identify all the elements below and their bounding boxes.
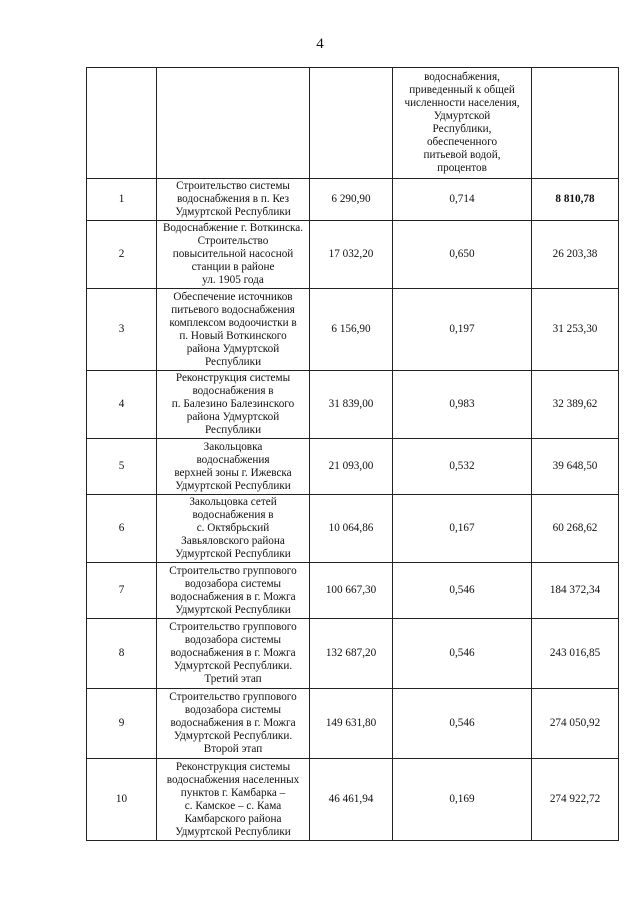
population-share: 0,714 [393, 179, 532, 221]
project-name: Водоснабжение г. Воткинска. Строительство повысительной насосной станции в районе ул. 1905 года [157, 221, 310, 289]
table-row [87, 689, 619, 759]
population-share: 0,167 [393, 495, 532, 563]
project-cost: 17 032,20 [310, 221, 393, 289]
cumulative-total: 26 203,38 [532, 221, 619, 289]
row-number: 5 [87, 439, 157, 495]
cumulative-total: 60 268,62 [532, 495, 619, 563]
population-share: 0,532 [393, 439, 532, 495]
project-name: Закольцовка сетей водоснабжения в с. Октябрьский Завьяловского района Удмуртской Республики [157, 495, 310, 563]
cumulative-total: 31 253,30 [532, 289, 619, 371]
row-number: 3 [87, 289, 157, 371]
table-row [87, 619, 619, 689]
project-cost: 10 064,86 [310, 495, 393, 563]
page-number: 4 [316, 36, 324, 52]
population-share: 0,546 [393, 689, 532, 759]
row-number: 6 [87, 495, 157, 563]
project-name: Строительство группового водозабора системы водоснабжения в г. Можга Удмуртской Республики. Третий этап [157, 619, 310, 689]
project-name: Реконструкция системы водоснабжения населенных пунктов г. Камбарка – с. Камское – с. Кама Камбарского района Удмуртской Республики [157, 759, 310, 841]
row-number: 7 [87, 563, 157, 619]
project-cost: 31 839,00 [310, 371, 393, 439]
project-name: Обеспечение источников питьевого водоснабжения комплексом водоочистки в п. Новый Воткинского района Удмуртской Республики [157, 289, 310, 371]
table-row [87, 221, 619, 289]
population-share: 0,650 [393, 221, 532, 289]
header-cell-share: водоснабжения, приведенный к общей численности населения, Удмуртской Республики, обеспеченного питьевой водой, процентов [393, 68, 532, 179]
table-row [87, 371, 619, 439]
row-number: 10 [87, 759, 157, 841]
table-row [87, 179, 619, 221]
population-share: 0,169 [393, 759, 532, 841]
cumulative-total: 8 810,78 [532, 179, 619, 221]
project-cost: 149 631,80 [310, 689, 393, 759]
table-header-row [87, 68, 619, 179]
project-cost: 21 093,00 [310, 439, 393, 495]
table-row [87, 563, 619, 619]
cumulative-total: 274 922,72 [532, 759, 619, 841]
project-cost: 6 290,90 [310, 179, 393, 221]
project-name: Реконструкция системы водоснабжения в п. Балезино Балезинского района Удмуртской Республики [157, 371, 310, 439]
population-share: 0,983 [393, 371, 532, 439]
header-cell-cost [310, 68, 393, 179]
cumulative-total: 243 016,85 [532, 619, 619, 689]
row-number: 8 [87, 619, 157, 689]
population-share: 0,546 [393, 563, 532, 619]
project-cost: 6 156,90 [310, 289, 393, 371]
header-cell-project [157, 68, 310, 179]
project-cost: 132 687,20 [310, 619, 393, 689]
table-row [87, 495, 619, 563]
row-number: 2 [87, 221, 157, 289]
project-name: Строительство группового водозабора системы водоснабжения в г. Можга Удмуртской Республики. Второй этап [157, 689, 310, 759]
cumulative-total: 32 389,62 [532, 371, 619, 439]
table-row [87, 289, 619, 371]
row-number: 1 [87, 179, 157, 221]
cumulative-total: 39 648,50 [532, 439, 619, 495]
population-share: 0,197 [393, 289, 532, 371]
investment-projects-table [86, 67, 619, 841]
project-name: Закольцовка водоснабжения верхней зоны г. Ижевска Удмуртской Республики [157, 439, 310, 495]
cumulative-total: 184 372,34 [532, 563, 619, 619]
population-share: 0,546 [393, 619, 532, 689]
project-name: Строительство системы водоснабжения в п. Кез Удмуртской Республики [157, 179, 310, 221]
table-row [87, 759, 619, 841]
row-number: 9 [87, 689, 157, 759]
cumulative-total: 274 050,92 [532, 689, 619, 759]
header-cell-number [87, 68, 157, 179]
table-row [87, 439, 619, 495]
header-cell-total [532, 68, 619, 179]
project-name: Строительство группового водозабора системы водоснабжения в г. Можга Удмуртской Республики [157, 563, 310, 619]
row-number: 4 [87, 371, 157, 439]
project-cost: 46 461,94 [310, 759, 393, 841]
project-cost: 100 667,30 [310, 563, 393, 619]
